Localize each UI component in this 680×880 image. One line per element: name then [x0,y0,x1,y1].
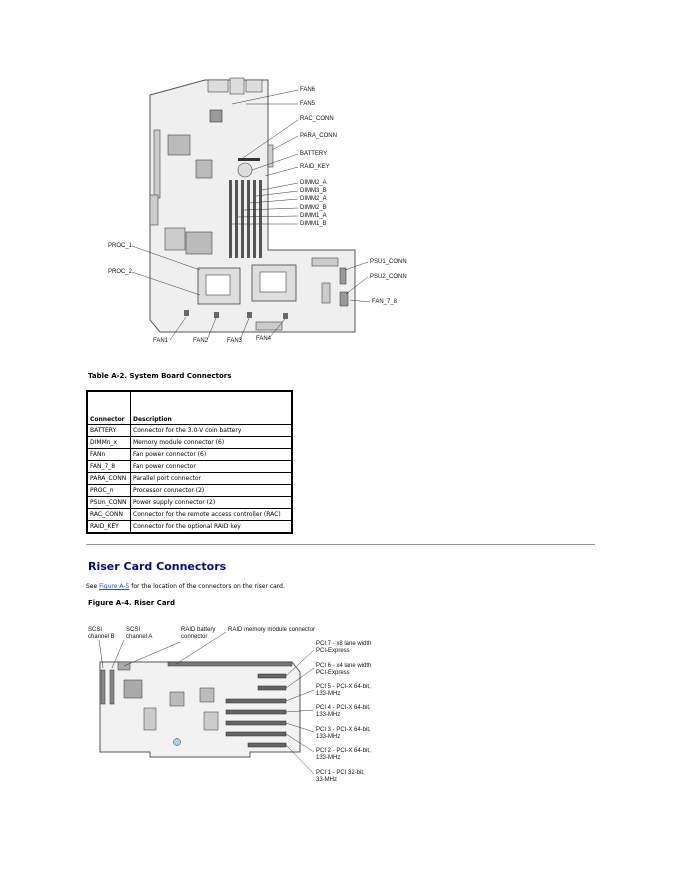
callout-label: FAN_7_8 [372,299,398,305]
connector-cell: RAID_KEY [87,521,131,534]
table-row [87,425,292,437]
figure-caption: Figure A-4. Riser Card [88,599,176,607]
callout-label: RAC_CONN [300,116,334,122]
table-caption: Table A-2. System Board Connectors [88,372,232,380]
callout-label: RAID_KEY [300,164,330,170]
connector-cell: PROC_n [87,485,131,497]
riser-label: PCI 7 - x8 lane width PCI-Express [316,641,372,654]
section-divider [86,544,595,545]
connector-cell: DIMMn_x [87,437,131,449]
callout-label: DIMM1_A [300,213,327,219]
table-row [87,485,292,497]
riser-label: PCI 1 - PCI 32-bit, 33-MHz [316,770,365,783]
connector-cell: RAC_CONN [87,509,131,521]
riser-label: RAID memory module connector [228,627,316,633]
callout-label: PARA_CONN [300,133,337,139]
table-row [87,449,292,461]
callout-label: DIMM3_B [300,188,327,194]
paragraph-text: for the location of the connectors on the riser card. [129,583,285,590]
description-cell: Memory module connector (6) [131,437,293,449]
connector-cell: PARA_CONN [87,473,131,485]
table-row [87,509,292,521]
system-board-drawing [0,0,680,360]
callout-label: BATTERY [300,151,328,157]
callout-label: FAN6 [300,87,316,93]
description-cell: Fan power connector (6) [131,449,293,461]
callout-label: FAN2 [193,338,209,344]
table-row [87,473,292,485]
description-cell: Parallel port connector [131,473,293,485]
table-row [87,461,292,473]
callout-label: PSU2_CONN [370,274,407,280]
riser-label: PCI 5 - PCI-X 64-bit, 133-MHz [316,684,371,697]
column-header: Connector [87,391,131,425]
description-cell: Power supply connector (2) [131,497,293,509]
riser-label: RAID battery connector [181,627,216,640]
riser-label: PCI 6 - x4 lane width PCI-Express [316,663,372,676]
callout-label: FAN5 [300,101,316,107]
figure-a5-link[interactable]: Figure A-5 [99,583,130,590]
callout-label: DIMM2_A [300,180,327,186]
connectors-table [86,390,293,534]
connector-cell: PSUn_CONN [87,497,131,509]
description-cell: Processor connector (2) [131,485,293,497]
riser-label: PCI 3 - PCI-X 64-bit, 133-MHz [316,727,371,740]
callout-label: DIMM1_B [300,221,327,227]
description-cell: Connector for the remote access controller (RAC) [131,509,293,521]
section-paragraph [86,583,285,590]
section-title: Riser Card Connectors [88,560,227,573]
callout-label: FAN1 [153,338,169,344]
callout-label: FAN4 [256,336,272,342]
riser-label: SCSI channel B [88,627,115,640]
table-row [87,497,292,509]
description-cell: Fan power connector [131,461,293,473]
table-row [87,437,292,449]
riser-label: PCI 4 - PCI-X 64-bit, 133-MHz [316,705,371,718]
connector-cell: FAN_7_8 [87,461,131,473]
callout-label: FAN3 [227,338,243,344]
callout-label: PROC_2 [108,269,133,275]
paragraph-text: See [86,583,100,590]
description-cell: Connector for the 3.0-V coin battery [131,425,293,437]
riser-label: SCSI channel A [126,627,153,640]
column-header: Description [131,391,293,425]
table-header-row [87,391,292,425]
riser-label: PCI 2 - PCI-X 64-bit, 133-MHz [316,748,371,761]
callout-label: DIMM2_A [300,196,327,202]
connector-cell: BATTERY [87,425,131,437]
description-cell: Connector for the optional RAID key [131,521,293,534]
table-row [87,521,292,534]
callout-label: PSU1_CONN [370,259,407,265]
callout-label: PROC_1 [108,243,133,249]
connector-cell: FANn [87,449,131,461]
callout-label: DIMM2_B [300,205,327,211]
